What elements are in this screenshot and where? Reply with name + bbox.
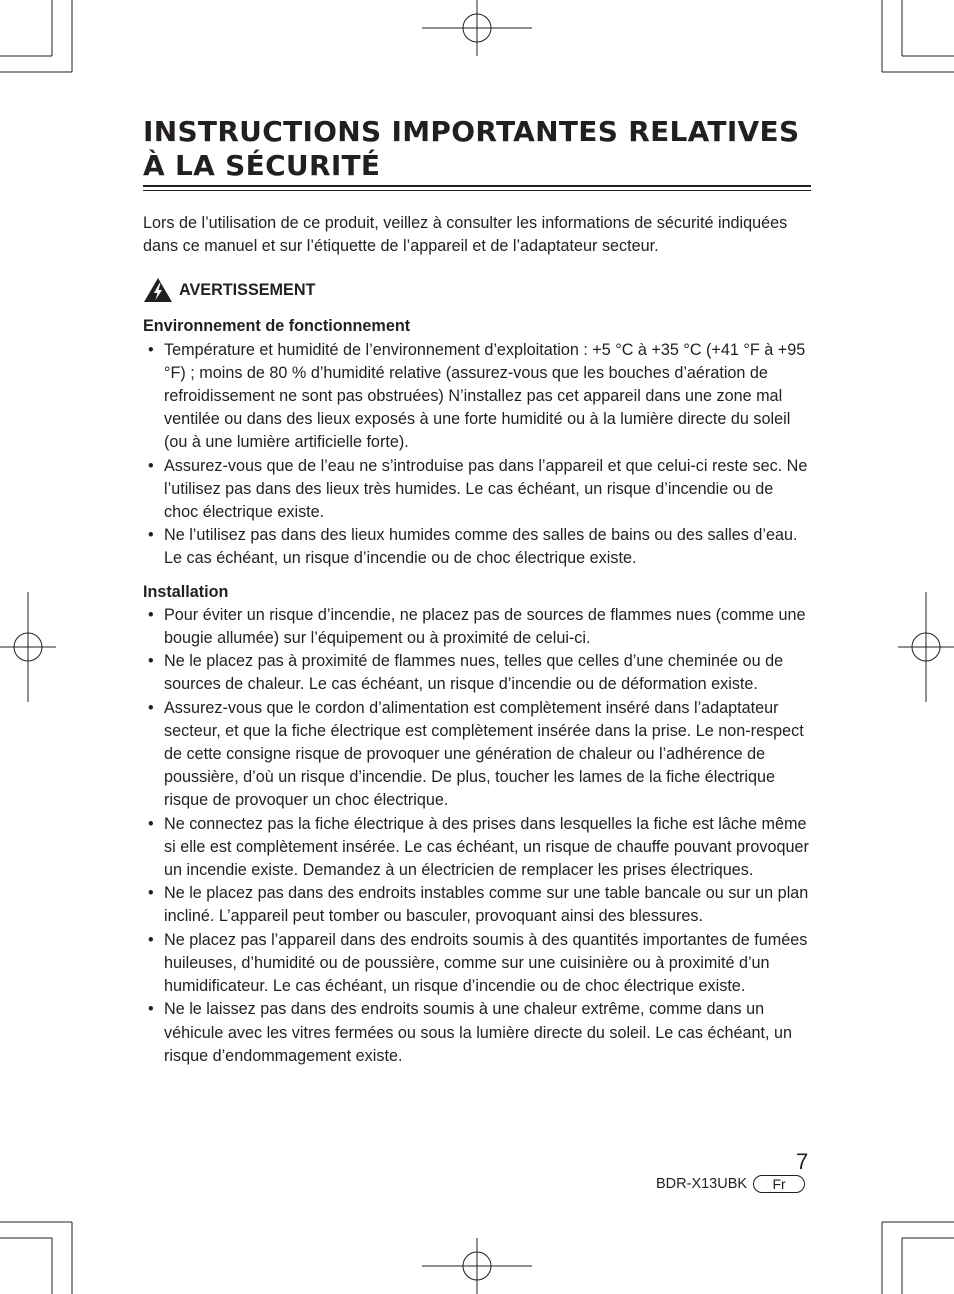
warning-label: AVERTISSEMENT xyxy=(179,280,316,299)
section-heading-environment: Environnement de fonctionnement xyxy=(143,317,411,336)
intro-paragraph: Lors de l’utilisation de ce produit, veillez à consulter les informations de sécurité indiquées dans ce manuel et sur l’étiquette de l’appareil et de l’adaptateur secteur. xyxy=(143,214,788,256)
list-item: • Assurez-vous que le cordon d’alimentation est complètement inséré dans l’adaptateur secteur, et que la fiche électrique est complètement insérée dans la prise. Le non-respect de cette consigne risque de provoquer une génération de chaleur ou l’adhérence de poussière, d’où un risque d’incendie. De plus, toucher les lames de la fiche électrique risque de provoquer un choc électrique. xyxy=(148,698,804,810)
footer-model xyxy=(656,1175,805,1193)
list-item: • Ne placez pas l’appareil dans des endroits soumis à des quantités importantes de fumées huileuses, d’humidité ou de poussière, comme sur une cuisinière ou à proximité d’un humidificateur. Le cas échéant, un risque d’incendie ou de choc électrique existe. xyxy=(148,930,808,996)
section-heading-installation: Installation xyxy=(143,582,229,601)
model-name: BDR-X13UBK xyxy=(656,1176,748,1192)
title-rule-thick xyxy=(143,185,811,187)
language-badge: Fr xyxy=(753,1175,805,1193)
page-title: INSTRUCTIONS IMPORTANTES RELATIVES À LA SÉCURITÉ xyxy=(143,115,800,182)
list-item: • Assurez-vous que de l’eau ne s’introduise pas dans l’appareil et que celui-ci reste sec. Ne l’utilisez pas dans des lieux très humides. Le cas échéant, un risque d’incendie ou de choc électrique existe. xyxy=(148,456,808,522)
title-rule-thin xyxy=(143,190,811,191)
list-item: • Pour éviter un risque d’incendie, ne placez pas de sources de flammes nues (comme une bougie allumée) sur l’équipement ou à proximité de celui-ci. xyxy=(148,605,806,648)
list-item: • Ne le laissez pas dans des endroits soumis à une chaleur extrême, comme dans un véhicule avec les vitres fermées ou sous la lumière directe du soleil. Le cas échéant, un risque d’endommagement existe. xyxy=(148,1000,793,1065)
list-item: • Ne l’utilisez pas dans des lieux humides comme des salles de bains ou des salles d’eau. Le cas échéant, un risque d’incendie ou de choc électrique existe. xyxy=(148,526,798,568)
lightning-warning-icon xyxy=(143,277,173,303)
main-content xyxy=(143,115,811,1068)
list-item: • Température et humidité de l’environnement d’exploitation : +5 °C à +35 °C (+41 °F à +95 °F) ; moins de 80 % d’humidité relative (assurez-vous que les bouches d’aération de refroidissement ne sont pas obstruées) N’installez pas cet appareil dans une zone mal ventilée ou dans des lieux exposés à une forte humidité ou à la lumière directe du soleil (ou à une lumière artificielle forte). xyxy=(148,340,806,452)
list-item: • Ne connectez pas la fiche électrique à des prises dans lesquelles la fiche est lâche même si elle est complètement insérée. Le cas échéant, un risque de chauffe pouvant provoquer un incendie existe. Demandez à un électricien de remplacer les prises électriques. xyxy=(148,814,809,880)
warning-heading xyxy=(143,276,811,304)
environment-list xyxy=(143,339,811,571)
list-item: • Ne le placez pas dans des endroits instables comme sur une table bancale ou sur un plan incliné. L’appareil peut tomber ou basculer, provoquant ainsi des blessures. xyxy=(148,884,809,926)
page-number: 7 xyxy=(796,1149,809,1174)
installation-list xyxy=(143,604,811,1068)
list-item: • Ne le placez pas à proximité de flammes nues, telles que celles d’une cheminée ou de sources de chaleur. Le cas échéant, un risque d’incendie ou de déformation existe. xyxy=(148,652,784,694)
